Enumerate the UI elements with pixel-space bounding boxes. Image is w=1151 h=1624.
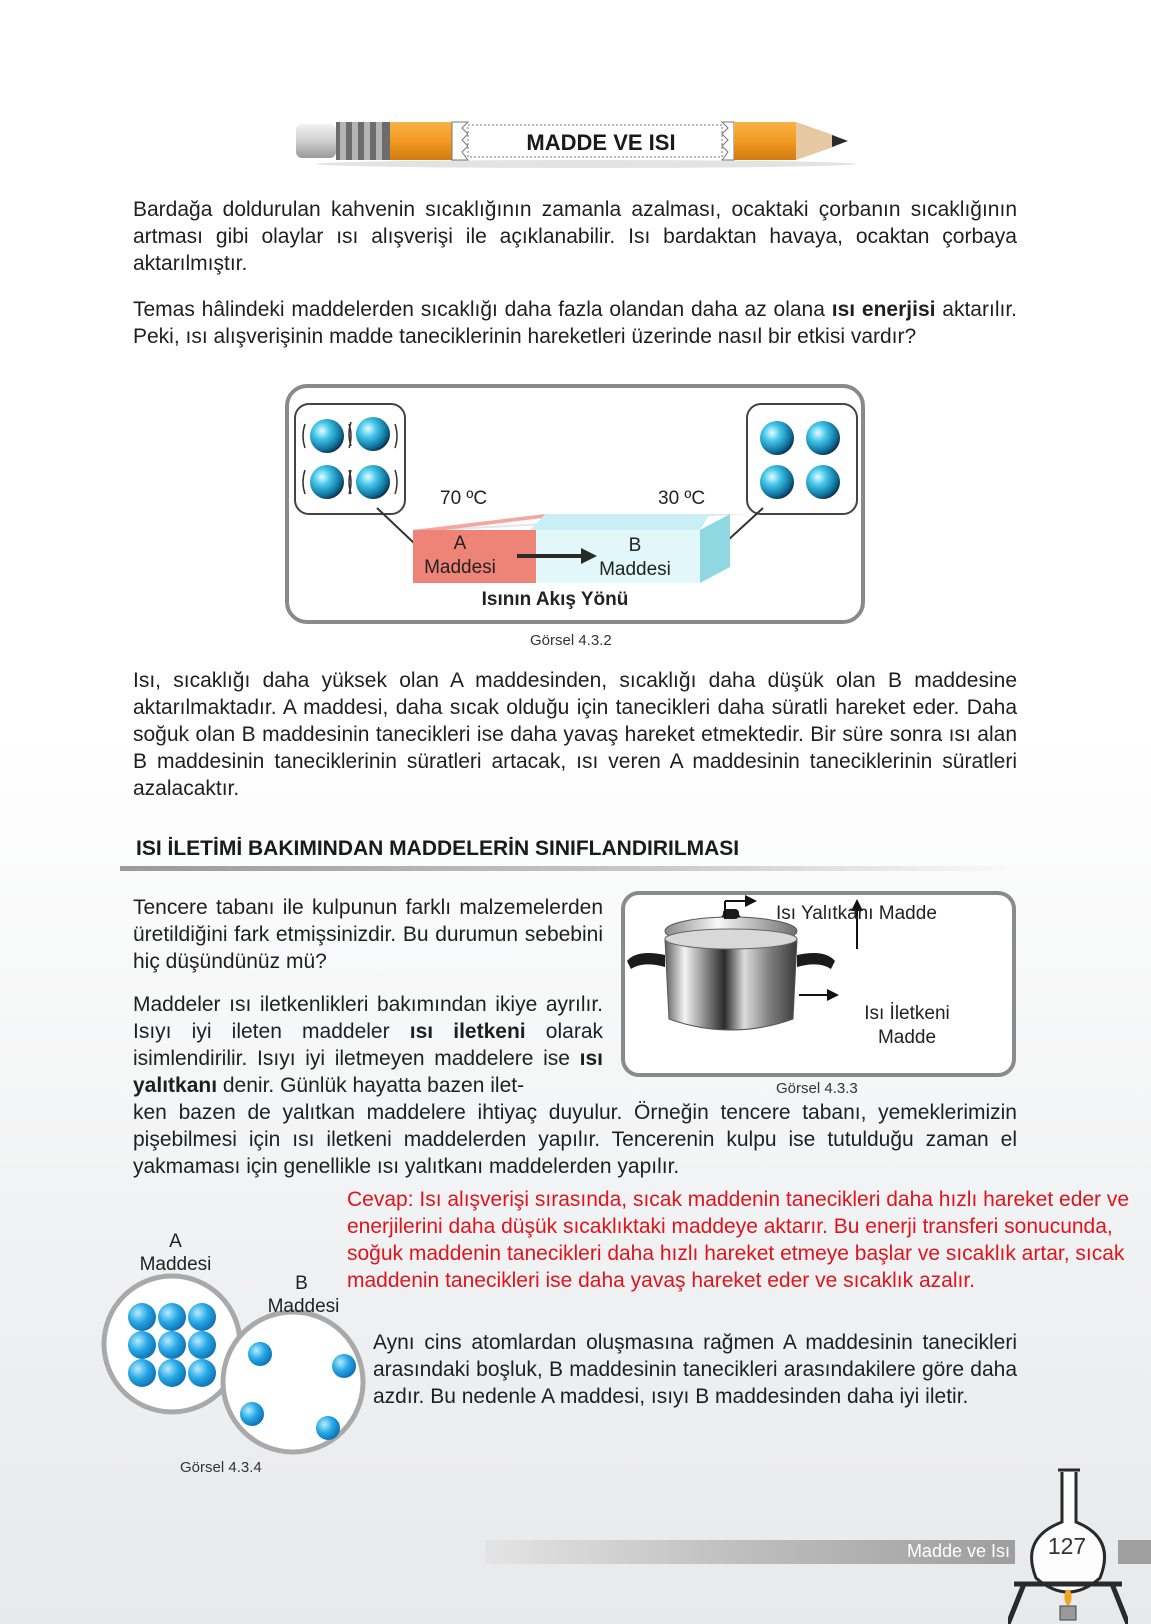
answer-text: Cevap: Isı alışverişi sırasında, sıcak maddenin tanecikleri daha hızlı hareket eder ve enerjilerini daha düşük sıcaklıktaki maddeye aktarır. Bu enerji transferi sonucunda, soğuk maddenin tanecikleri daha hızlı hareket etmeye başlar ve sıcaklık artar, sıcak maddenin tanecikleri ise daha yavaş hareket eder ve sıcaklık azalır. bbox=[347, 1188, 1130, 1292]
intro-p2-bold: ısı enerjisi bbox=[831, 298, 936, 321]
figure-caption-4-3-2: Görsel 4.3.2 bbox=[530, 632, 612, 649]
substance-a-label-word: Maddesi bbox=[424, 557, 496, 578]
figure-caption-4-3-3: Görsel 4.3.3 bbox=[776, 1080, 858, 1097]
intro-paragraph-2 bbox=[133, 296, 1017, 350]
section-p2-text-b: olarak isimlendirilir. Isıyı iyi iletmeyen maddelere ise bbox=[133, 1020, 604, 1070]
temp-b-label: 30 ºC bbox=[658, 488, 706, 509]
conductor-term: ısı iletkeni bbox=[409, 1020, 526, 1043]
section-p2-text-a: Maddeler ısı iletkenlikleri bakımından ikiye ayrılır. Isıyı iyi ileten maddeler bbox=[133, 993, 603, 1043]
heat-flow-direction-label: Isının Akış Yönü bbox=[481, 589, 629, 610]
intro-p2-text-b: aktarılır. Peki, ısı alışverişinin madde taneciklerinin hareketleri üzerinde nasıl bir etkisi vardır? bbox=[133, 298, 1017, 348]
figure-caption-4-3-4: Görsel 4.3.4 bbox=[180, 1459, 262, 1476]
substance-a-label-letter: A bbox=[453, 533, 467, 554]
footer-chapter-label: Madde ve Isı bbox=[906, 1541, 1010, 1561]
substance-b-label-word: Maddesi bbox=[599, 559, 671, 580]
substance-b-label-letter: B bbox=[628, 535, 642, 556]
section-paragraph-3: ken bazen de yalıtkan maddelere ihtiyaç duyulur. Örneğin tencere tabanı, yemeklerimizin pişebilmesi için ısı iletkeni maddelerden yapılır. Tencerenin kulpu ise tutulduğu zaman el yakmaması için genellikle ısı yalıtkanı maddelerden yapılır. bbox=[133, 1101, 1017, 1178]
intro-p2-text-a: Temas hâlindeki maddelerden sıcaklığı daha fazla olandan daha az olana bbox=[133, 298, 832, 321]
figure3-b-word: Maddesi bbox=[267, 1296, 340, 1317]
section-paragraph-2 bbox=[133, 991, 603, 1099]
insulator-term: ısı yalıtkanı bbox=[133, 1047, 603, 1097]
temp-a-label: 70 ºC bbox=[440, 488, 488, 509]
page-number: 127 bbox=[1047, 1533, 1087, 1559]
spacing-explanation-paragraph: Aynı cins atomlardan oluşmasına rağmen A maddesinin tanecikleri arasındaki boşluk, B maddesinin tanecikleri arasındakilere göre daha azdır. Bu nedenle A maddesi, ısıyı B maddesinden daha iyi iletir. bbox=[373, 1331, 1017, 1408]
explanation-paragraph: Isı, sıcaklığı daha yüksek olan A maddesinden, sıcaklığı daha düşük olan B maddesine aktarılmaktadır. A maddesi, daha sıcak olduğu için tanecikleri daha süratli hareket eder. Daha soğuk olan B maddesinin tanecikleri ise daha yavaş hareket etmektedir. Bir süre sonra ısı alan B maddesinin taneciklerinin süratleri artacak, ısı veren A maddesinin taneciklerinin süratleri azalacaktır. bbox=[133, 669, 1017, 800]
section-heading: ISI İLETİMİ BAKIMINDAN MADDELERİN SINIFLANDIRILMASI bbox=[136, 837, 740, 860]
intro-paragraph-1: Bardağa doldurulan kahvenin sıcaklığının zamanla azalması, ocaktaki çorbanın sıcaklığının artması gibi olaylar ısı alışverişi ile açıklanabilir. Isı bardaktan havaya, ocaktan çorbaya aktarılmıştır. bbox=[133, 198, 1017, 275]
substance-b-circle bbox=[223, 1312, 363, 1452]
conductor-label-line1: Isı İletkeni bbox=[864, 1003, 950, 1024]
section-p2-text-c: denir. Günlük hayatta bazen ilet- bbox=[217, 1074, 525, 1097]
insulator-label: Isı Yalıtkanı Madde bbox=[776, 903, 937, 924]
section-divider bbox=[120, 866, 1020, 871]
page-header-title: MADDE VE ISI bbox=[526, 130, 676, 155]
figure3-a-letter: A bbox=[169, 1231, 182, 1252]
figure3-a-word: Maddesi bbox=[139, 1254, 212, 1275]
conductor-label-line2: Madde bbox=[877, 1027, 937, 1048]
heat-flow-illustration bbox=[285, 384, 865, 624]
section-paragraph-1: Tencere tabanı ile kulpunun farklı malzemelerden üretildiğini fark etmişsinizdir. Bu durumun sebebini hiç düşündünüz mü? bbox=[133, 896, 603, 973]
figure3-b-letter: B bbox=[295, 1273, 308, 1294]
substance-a-circle bbox=[104, 1276, 240, 1412]
